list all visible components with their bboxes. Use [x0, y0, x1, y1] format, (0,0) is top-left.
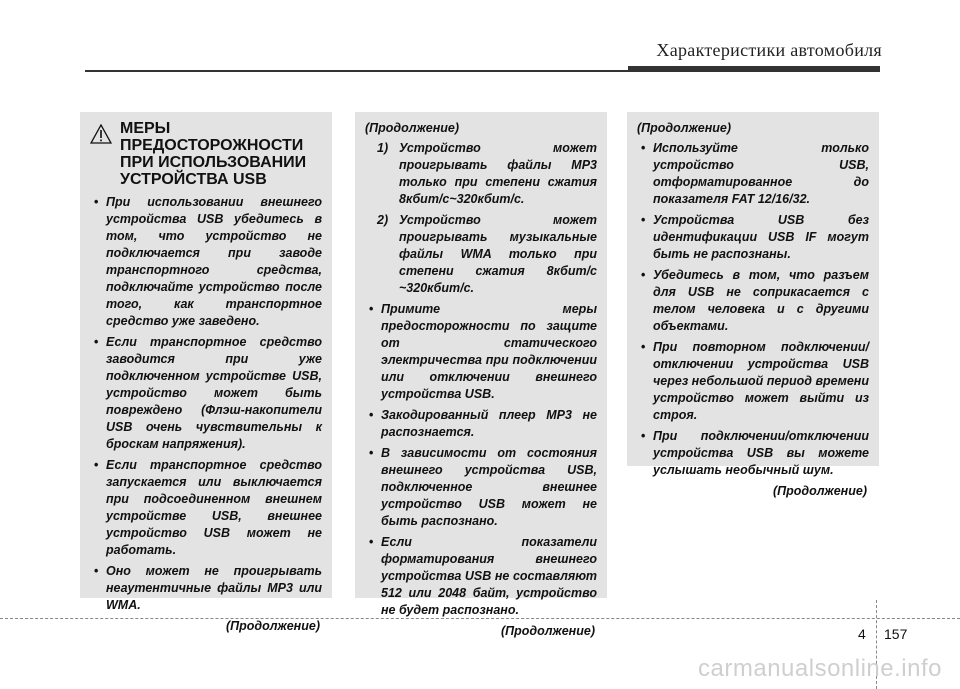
list-item: • Закодированный плеер MP3 не распознается.	[365, 407, 597, 441]
list-item: • Примите меры предосторожности по защите от статического электричества при подключении или отключении внешнего устройства USB.	[365, 301, 597, 403]
item-text: Устройство может проигрывать музыкальные файлы WMA только при степени сжатия 8кбит/с ~320кбит/с.	[399, 213, 597, 295]
item-number: 2)	[377, 213, 389, 227]
continued-panel-3	[627, 112, 879, 498]
continued-label: (Продолжение)	[772, 484, 867, 498]
continued-label: (Продолжение)	[500, 624, 595, 638]
list-item	[365, 140, 597, 208]
page-header-title: Характеристики автомобиля	[656, 40, 882, 60]
col1-list	[90, 194, 322, 614]
watermark: carmanualsonline.info	[698, 655, 942, 682]
warning-header	[90, 120, 322, 188]
col2-list	[365, 301, 597, 619]
list-item: • При повторном подключении/отключении устройства USB через небольшой период времени устройство может выйти из строя.	[637, 339, 869, 424]
list-item: • При использовании внешнего устройства USB убедитесь в том, что устройство не подключается при заводе транспортного средства, подключайте устройство после того, как транспортное средство уже заведено.	[90, 194, 322, 330]
list-item: • Если транспортное средство заводится при уже подключенном устройстве USB, устройство может быть повреждено (Флэш-накопители USB очень чувствительны к броскам напряжения).	[90, 334, 322, 453]
continued-panel-2	[355, 112, 607, 638]
item-number: 1)	[377, 141, 389, 155]
page-number: 157	[884, 626, 908, 642]
continued-label: (Продолжение)	[225, 619, 320, 633]
item-text: Устройство может проигрывать файлы MP3 только при степени сжатия 8кбит/с~320кбит/с.	[399, 141, 597, 206]
chapter-number: 4	[858, 626, 866, 642]
continued-label: (Продолжение)	[637, 121, 732, 135]
list-item: • Используйте только устройство USB, отформатированное до показателя FAT 12/16/32.	[637, 140, 869, 208]
list-item	[365, 212, 597, 297]
col2-sublist	[365, 140, 597, 297]
list-item: • Если показатели форматирования внешнего устройства USB не составляют 512 или 2048 байт, устройство не будет распознано.	[365, 534, 597, 619]
list-item: • В зависимости от состояния внешнего устройства USB, подключенное внешнее устройство USB может не быть распознано.	[365, 445, 597, 530]
list-item: • Оно может не проигрывать неаутентичные файлы MP3 или WMA.	[90, 563, 322, 614]
header-accent-bar	[628, 66, 880, 72]
col3-list	[637, 140, 869, 479]
list-item: • Убедитесь в том, что разъем для USB не соприкасается с телом человека и с другими объектами.	[637, 267, 869, 335]
footer-rule	[0, 618, 960, 619]
warning-title: МЕРЫ ПРЕДОСТОРОЖНОСТИ ПРИ ИСПОЛЬЗОВАНИИ УСТРОЙСТВА USB	[120, 120, 307, 188]
list-item: • При подключении/отключении устройства USB вы можете услышать необычный шум.	[637, 428, 869, 479]
warning-triangle-icon	[90, 124, 112, 144]
warning-panel-usb	[80, 112, 332, 633]
list-item: • Если транспортное средство запускается или выключается при подсоединенном внешнем устройстве USB, внешнее устройство USB может не работать.	[90, 457, 322, 559]
continued-label: (Продолжение)	[365, 121, 460, 135]
list-item: • Устройства USB без идентификации USB IF могут быть не распознаны.	[637, 212, 869, 263]
